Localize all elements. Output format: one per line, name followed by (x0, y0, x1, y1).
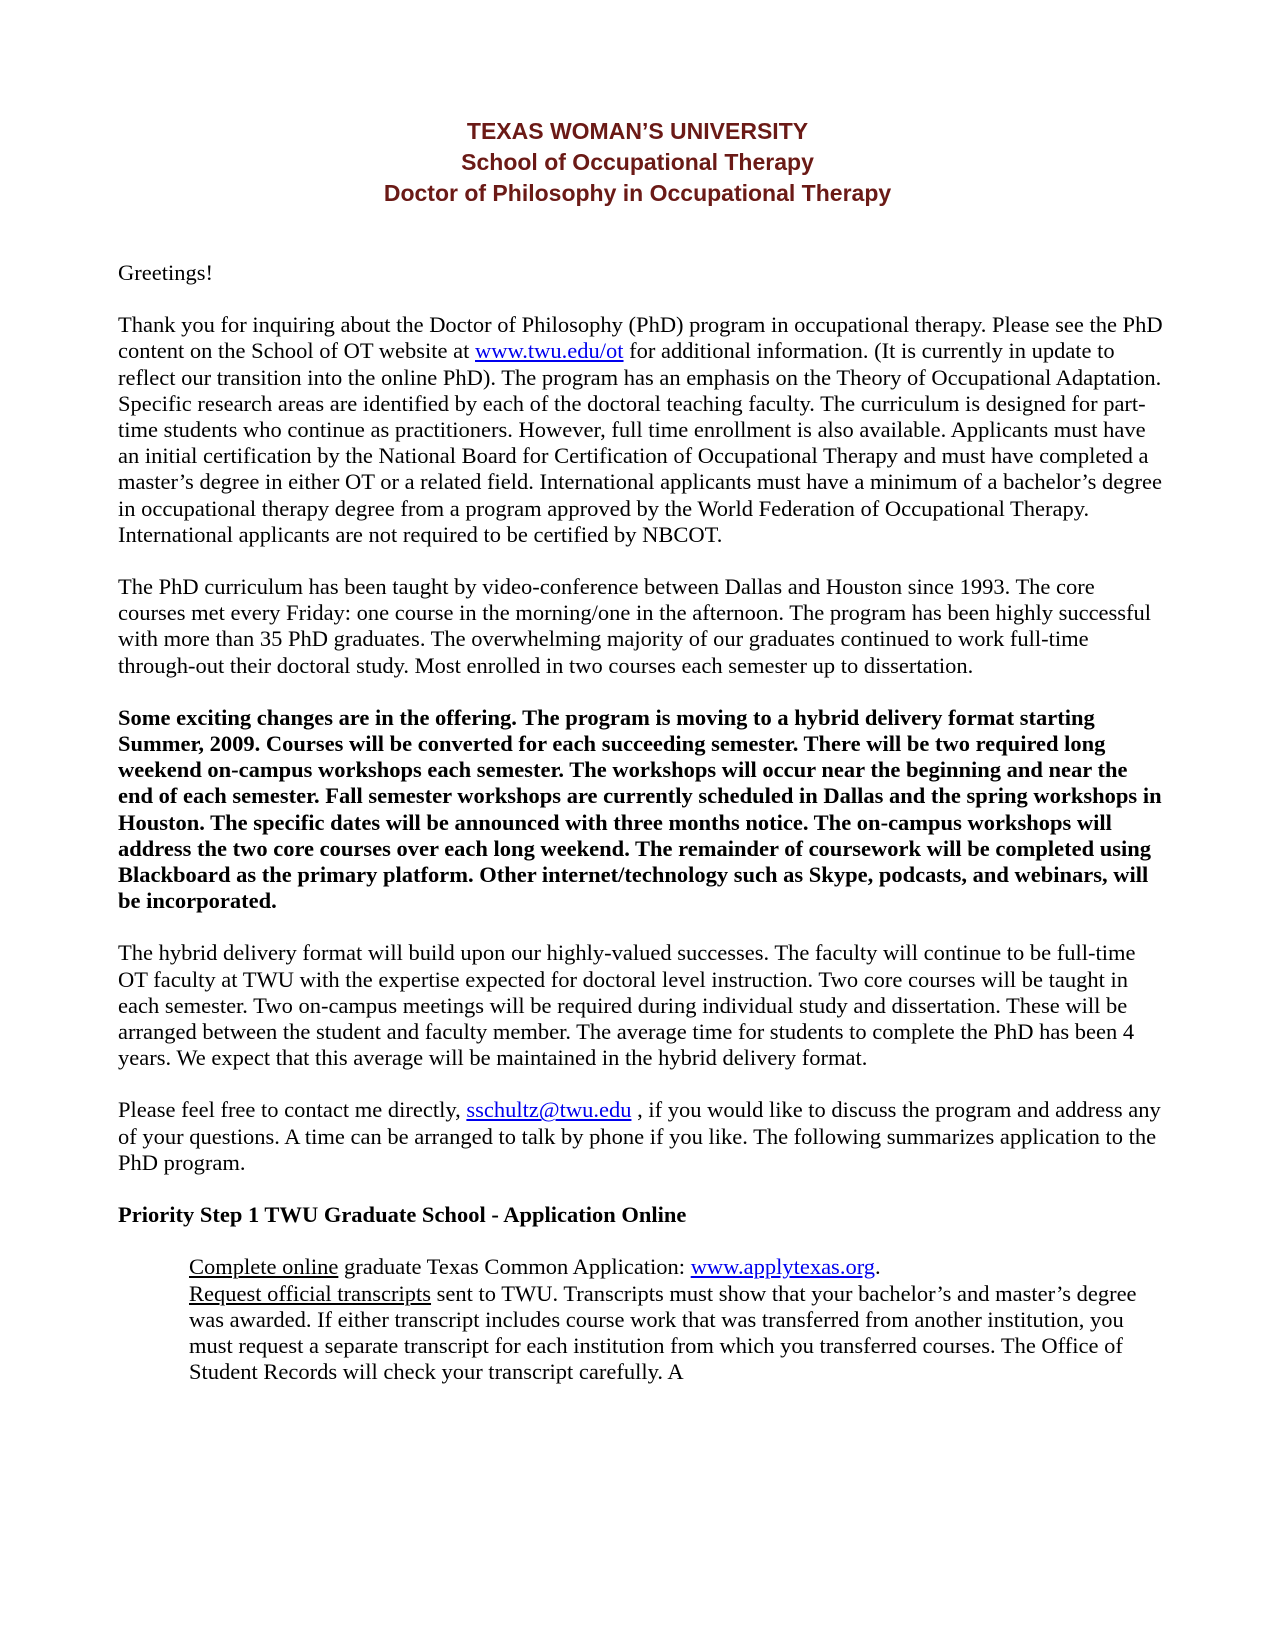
step1-title: Priority Step 1 TWU Graduate School - Application Online (118, 1202, 687, 1228)
email-link[interactable]: sschultz@twu.edu (466, 1097, 632, 1123)
step1-item-application (189, 1254, 1163, 1280)
applytexas-link[interactable]: www.applytexas.org (690, 1254, 876, 1280)
step1-item-transcripts (189, 1281, 1163, 1386)
application-period: . (875, 1254, 881, 1280)
university-name: TEXAS WOMAN’S UNIVERSITY (466, 118, 809, 144)
hybrid-paragraph: The hybrid delivery format will build upon our highly-valued successes. The faculty will continue to be full-time OT faculty at TWU with the expertise expected for doctoral level instruction. Two core courses will be taught in each semester. Two on-campus meetings will be required during individual study and dissertation. These will be arranged between the student and faculty member. The average time for students to complete the PhD has been 4 years. We expect that this average will be maintained in the hybrid delivery format. (118, 940, 1136, 1071)
school-name: School of Occupational Therapy (461, 149, 814, 175)
contact-text-start: Please feel free to contact me directly, (118, 1097, 467, 1123)
application-text: graduate Texas Common Application: (338, 1254, 691, 1280)
intro-text-end: for additional information. (It is currently in update to reflect our transition into the online PhD). The program has an emphasis on the Theory of Occupational Adaptation. Specific research areas are identified by each of the doctoral teaching faculty. The curriculum is designed for part-time students who continue as practitioners. However, full time enrollment is also available. Applicants must have an initial certification by the National Board for Certification of Occupational Therapy and must have completed a master’s degree in either OT or a related field. International applicants must have a minimum of a bachelor’s degree in occupational therapy degree from a program approved by the World Federation of Occupational Therapy. International applicants are not required to be certified by NBCOT. (118, 338, 1162, 547)
contact-paragraph (118, 1097, 1163, 1176)
intro-paragraph (118, 312, 1163, 548)
intro-text-start: Thank you for inquiring about the Doctor of Philosophy (PhD) program in occupational therapy. Please see the PhD content on the School of OT website at (118, 312, 1163, 364)
letter-body (118, 260, 1163, 1385)
curriculum-paragraph: The PhD curriculum has been taught by video-conference between Dallas and Houston since 1993. The core courses met every Friday: one course in the morning/one in the afternoon. The program has been highly successful with more than 35 PhD graduates. The overwhelming majority of our graduates continued to work full-time through-out their doctoral study. Most enrolled in two courses each semester up to dissertation. (118, 574, 1152, 678)
complete-online-label: Complete online (189, 1254, 339, 1280)
website-link[interactable]: www.twu.edu/ot (475, 338, 624, 364)
step1-items (189, 1254, 1163, 1385)
transcripts-text: sent to TWU. Transcripts must show that your bachelor’s and master’s degree was awarded. If either transcript includes course work that was transferred from another institution, you must request a separate transcript for each institution from which you transferred courses. The Office of Student Records will check your transcript carefully. A (189, 1280, 1137, 1385)
letter-header (0, 116, 1275, 209)
transcripts-label: Request official transcripts (189, 1280, 432, 1306)
greeting: Greetings! (118, 260, 213, 285)
changes-paragraph: Some exciting changes are in the offering. The program is moving to a hybrid delivery format starting Summer, 2009. Courses will be converted for each succeeding semester. There will be two required long weekend on-campus workshops each semester. The workshops will occur near the beginning and near the end of each semester. Fall semester workshops are currently scheduled in Dallas and the spring workshops in Houston. The specific dates will be announced with three months notice. The on-campus workshops will address the two core courses over each long weekend. The remainder of coursework will be completed using Blackboard as the primary platform. Other internet/technology such as Skype, podcasts, and webinars, will be incorporated. (118, 704, 1162, 914)
contact-text-end: , if you would like to discuss the program and address any of your questions. A time can be arranged to talk by phone if you like. The following summarizes application to the PhD program. (118, 1097, 1161, 1175)
program-name: Doctor of Philosophy in Occupational Therapy (383, 180, 892, 206)
